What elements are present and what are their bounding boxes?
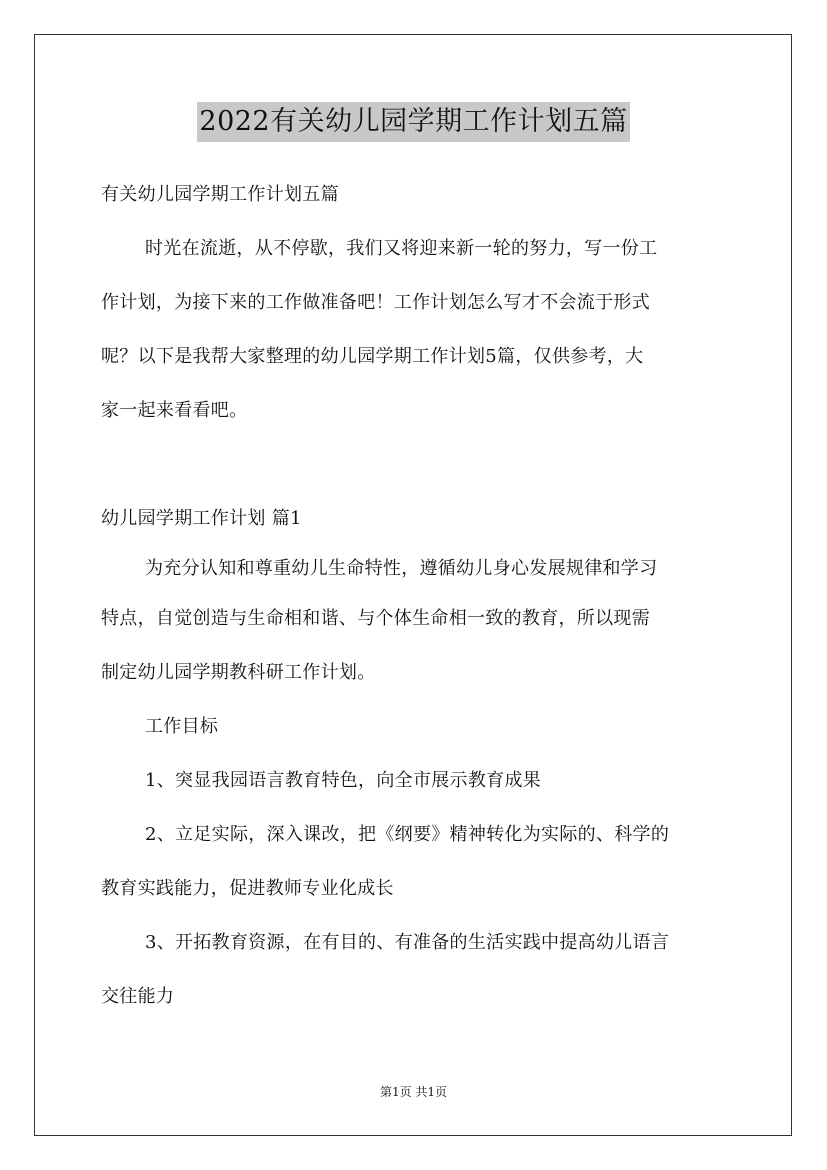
page-number: 第1页 共1页	[379, 1085, 448, 1099]
paragraph-line: 为充分认知和尊重幼儿生命特性，遵循幼儿身心发展规律和学习	[145, 558, 658, 579]
page-footer	[0, 1082, 827, 1102]
title-container	[0, 102, 827, 142]
intro-line: 作计划，为接下来的工作做准备吧！工作计划怎么写才不会流于形式	[101, 292, 650, 313]
section-heading: 幼儿园学期工作计划 篇1	[101, 508, 302, 529]
intro-line: 时光在流逝，从不停歇，我们又将迎来新一轮的努力，写一份工	[145, 238, 658, 259]
document-subtitle: 有关幼儿园学期工作计划五篇	[101, 184, 339, 205]
goal-item: 1、突显我园语言教育特色，向全市展示教育成果	[145, 770, 542, 791]
document-title: 2022有关幼儿园学期工作计划五篇	[197, 102, 629, 142]
goals-heading: 工作目标	[145, 716, 219, 737]
paragraph-line: 特点，自觉创造与生命相和谐、与个体生命相一致的教育，所以现需	[101, 608, 650, 629]
document-body	[101, 168, 727, 1024]
intro-line: 家一起来看看吧。	[101, 400, 248, 421]
paragraph-line: 制定幼儿园学期教科研工作计划。	[101, 662, 376, 683]
goal-item-continuation: 教育实践能力，促进教师专业化成长	[101, 878, 394, 899]
intro-line: 呢？以下是我帮大家整理的幼儿园学期工作计划5篇，仅供参考，大	[101, 346, 644, 367]
goal-item: 2、立足实际，深入课改，把《纲要》精神转化为实际的、科学的	[145, 824, 670, 845]
blank-line	[101, 438, 727, 492]
goal-item-continuation: 交往能力	[101, 986, 175, 1007]
goal-item: 3、开拓教育资源，在有目的、有准备的生活实践中提高幼儿语言	[145, 932, 670, 953]
